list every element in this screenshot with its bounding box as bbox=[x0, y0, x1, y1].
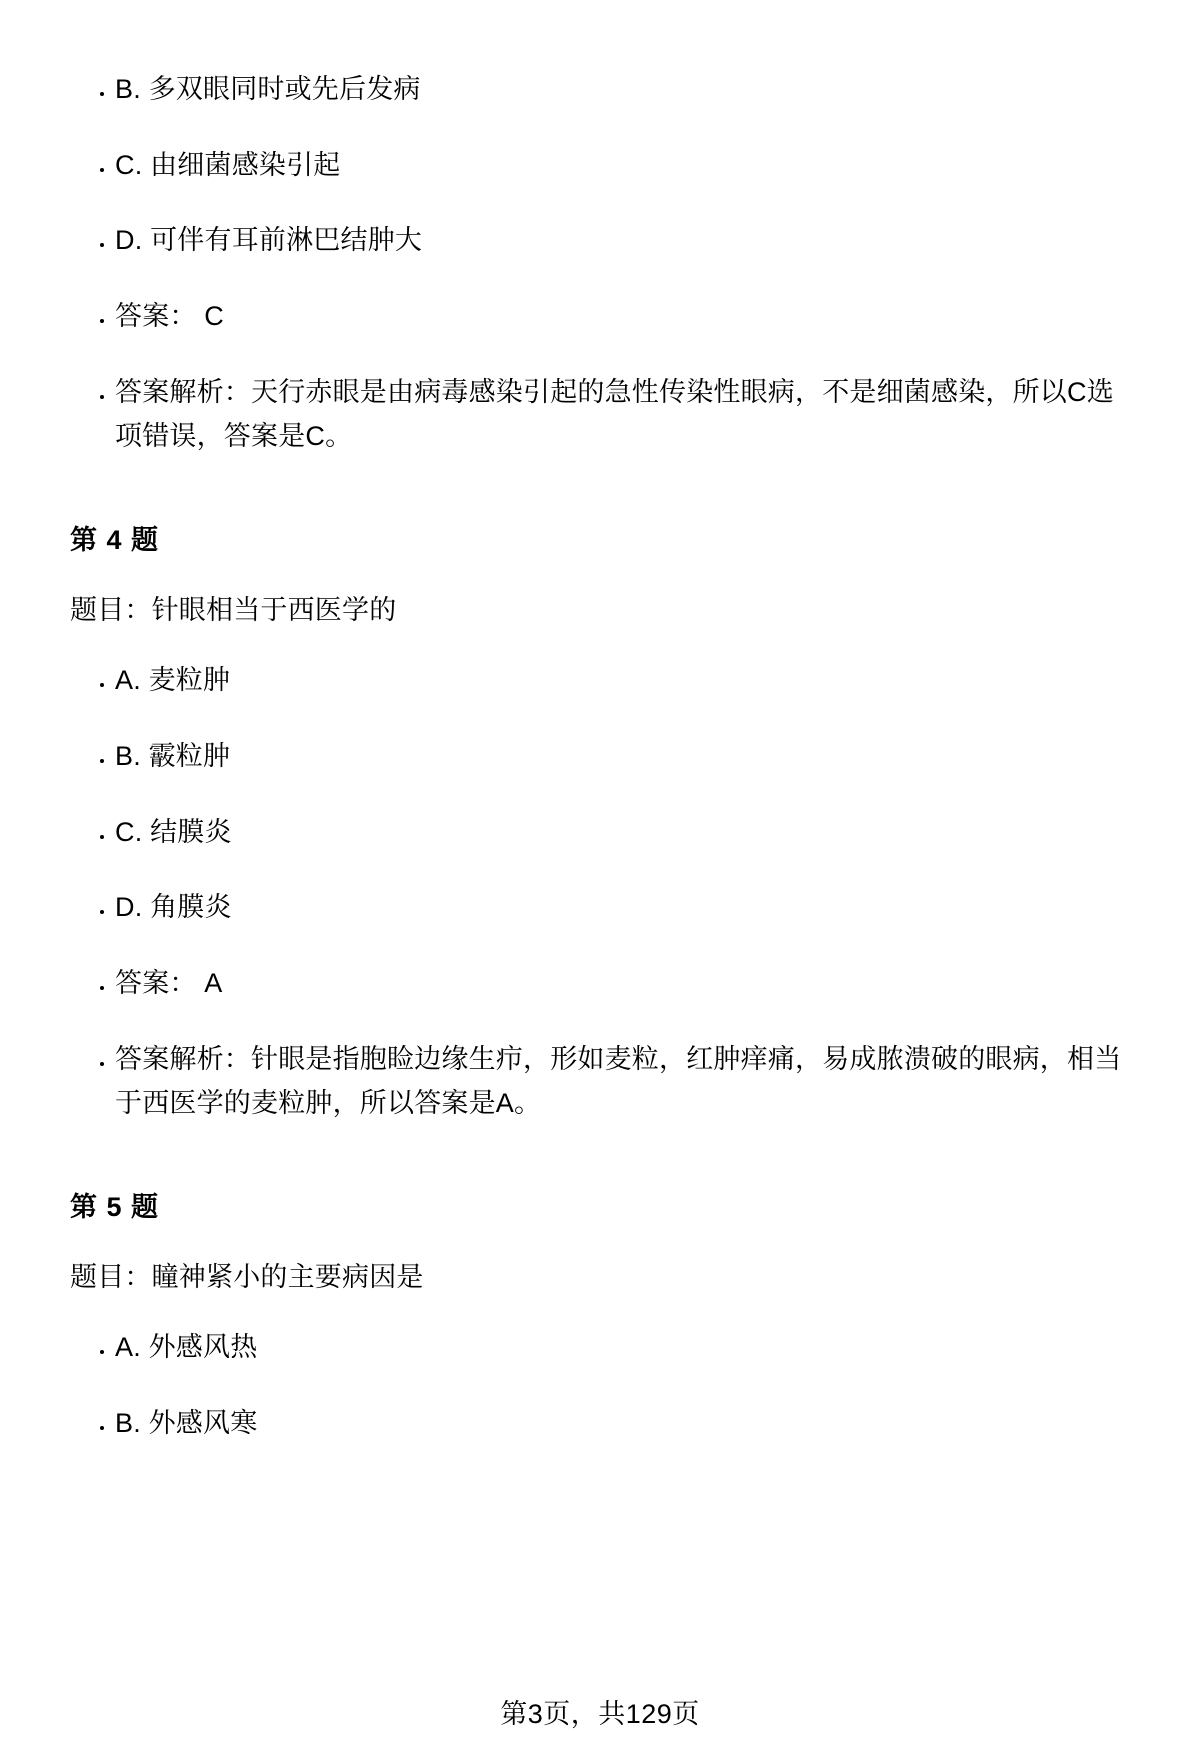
page-footer: 第3页，共129页 bbox=[500, 1699, 700, 1729]
list-item bbox=[115, 1310, 1130, 1386]
option-text: • D. 可伴有耳前淋巴结肿大 bbox=[115, 225, 423, 256]
option-text: • A. 外感风热 bbox=[115, 1332, 258, 1363]
list-item bbox=[115, 870, 1130, 946]
option-text: • B. 多双眼同时或先后发病 bbox=[115, 74, 421, 104]
answer-text: • 答案： A bbox=[115, 968, 223, 999]
question-heading-5: 第 5 题 bbox=[70, 1192, 160, 1223]
explanation-text: • 答案解析：针眼是指胞睑边缘生疖，形如麦粒，红肿痒痛，易成脓溃破的眼病，相当于西医学的麦粒肿，所以答案是A。 bbox=[115, 1043, 1122, 1118]
explanation-text: • 答案解析：天行赤眼是由病毒感染引起的急性传染性眼病，不是细菌感染，所以C选项错误，答案是C。 bbox=[115, 376, 1114, 451]
option-list-q3 bbox=[70, 52, 1130, 474]
list-item bbox=[115, 643, 1130, 719]
option-list-q4 bbox=[70, 643, 1130, 1141]
list-item bbox=[115, 52, 1130, 128]
list-item bbox=[115, 719, 1130, 795]
option-list-q5 bbox=[70, 1310, 1130, 1461]
list-item bbox=[115, 1386, 1130, 1462]
list-item bbox=[115, 203, 1130, 279]
option-text: • A. 麦粒肿 bbox=[115, 665, 231, 696]
list-item bbox=[115, 128, 1130, 204]
option-text: • B. 霰粒肿 bbox=[115, 740, 231, 771]
question-heading-4: 第 4 题 bbox=[70, 525, 160, 556]
question-stem-5: 题目：瞳神紧小的主要病因是 bbox=[70, 1262, 424, 1293]
answer-text: • 答案： C bbox=[115, 301, 224, 332]
option-text: • C. 由细菌感染引起 bbox=[115, 149, 341, 180]
list-item-explanation bbox=[115, 1022, 1130, 1141]
list-item-answer bbox=[115, 946, 1130, 1022]
list-item bbox=[115, 795, 1130, 871]
top-spacer bbox=[70, 40, 1130, 52]
option-text: • C. 结膜炎 bbox=[115, 816, 232, 847]
option-text: • B. 外感风寒 bbox=[115, 1407, 258, 1438]
list-item-answer bbox=[115, 279, 1130, 355]
option-text: • D. 角膜炎 bbox=[115, 892, 232, 923]
list-item-explanation bbox=[115, 355, 1130, 474]
question-stem-4: 题目：针眼相当于西医学的 bbox=[70, 595, 397, 626]
